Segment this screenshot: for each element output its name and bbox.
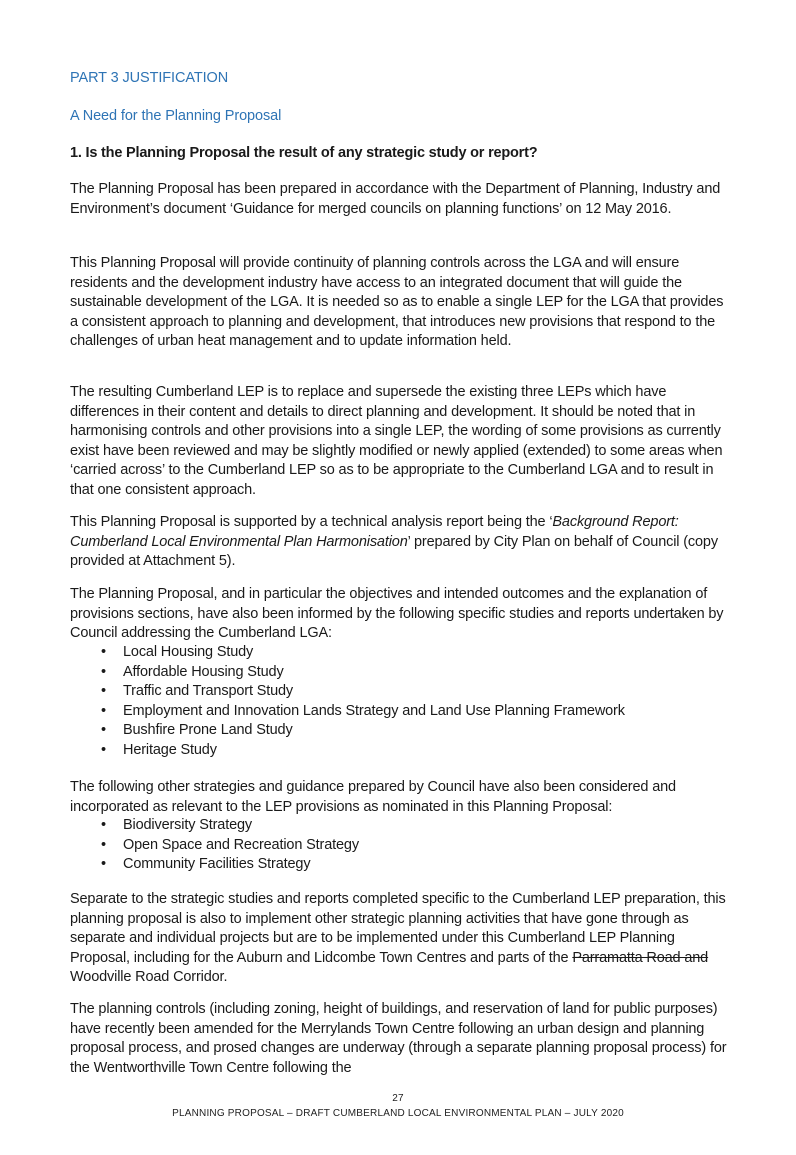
paragraph-continuity: This Planning Proposal will provide continuity of planning controls across the LGA and will ensure residents and the development industry have access to an integrated document that will guide the sustainable development of the LGA. It is needed so as to enable a single LEP for the LGA that provides a consistent approach to planning and development, that introduces new provisions that respond to the challenges of urban heat management and to update information held. (70, 255, 724, 350)
bullet-icon: • (101, 683, 106, 700)
paragraph-cumberland-lep: The resulting Cumberland LEP is to replace and supersede the existing three LEPs which have differences in their content and details to direct planning and development. It should be noted that in harmonising controls and other provisions into a single LEP, the wording of some provisions as currently exist have been reviewed and may be slightly modified or newly applied (extended) to some areas when ‘carried across’ to the Cumberland LEP so as to be appropriate to the Cumberland LGA and to result in that one consistent approach. (70, 384, 723, 498)
question-heading: 1. Is the Planning Proposal the result of any strategic study or report? (70, 145, 538, 161)
paragraph-strategies-intro: The following other strategies and guidance prepared by Council have also been considered and incorporated as relevant to the LEP provisions as nominated in this Planning Proposal: (70, 779, 676, 815)
list-item: • Biodiversity Strategy (70, 816, 359, 836)
paragraph-technical-report (70, 513, 730, 572)
list-item: • Employment and Innovation Lands Strategy and Land Use Planning Framework (70, 702, 625, 722)
list-item: • Bushfire Prone Land Study (70, 721, 625, 741)
paragraph-planning-controls: The planning controls (including zoning, height of buildings, and reservation of land for public purposes) have recently been amended for the Merrylands Town Centre following an urban design and planning proposal process, and prosed changes are underway (through a separate planning proposal process) for the Wentworthville Town Centre following the (70, 1001, 727, 1076)
list-item: • Community Facilities Strategy (70, 855, 359, 875)
part-heading: PART 3 JUSTIFICATION (70, 70, 229, 86)
paragraph-technical-report-pre: This Planning Proposal is supported by a technical analysis report being the ‘ (70, 514, 553, 530)
bullet-icon: • (101, 836, 106, 853)
list-item: • Heritage Study (70, 741, 625, 761)
bullet-icon: • (101, 644, 106, 660)
bullet-icon: • (101, 702, 106, 719)
section-heading: A Need for the Planning Proposal (70, 108, 282, 124)
paragraph-separate-projects: Separate to the strategic studies and reports completed specific to the Cumberland LEP preparation, this planning proposal is also to implement other strategic planning activities that have gone through as separate and individual projects but are to be implemented under this Cumberland LEP Planning Proposal, including for the Auburn and Lidcombe Town Centres and parts of the Parramatta Road and Woodville Road Corridor. (70, 891, 726, 986)
bullet-icon: • (101, 663, 106, 680)
paragraph-technical-report-post: ’ prepared by City Plan on behalf of Council (copy provided at Attachment 5). (70, 533, 718, 570)
list-item: • Open Space and Recreation Strategy (70, 836, 359, 856)
report-title: Background Report: Cumberland Local Environmental Plan Harmonisation (70, 514, 679, 550)
list-item: • Traffic and Transport Study (70, 682, 625, 702)
paragraph-studies-intro: The Planning Proposal, and in particular the objectives and intended outcomes and the explanation of provisions sections, have also been informed by the following specific studies and reports undertaken by Council addressing the Cumberland LGA: (70, 586, 724, 642)
footer-text: PLANNING PROPOSAL – DRAFT CUMBERLAND LOCAL ENVIRONMENTAL PLAN – JULY 2020 (172, 1108, 624, 1119)
strategies-list (70, 816, 359, 875)
paragraph-guidance: The Planning Proposal has been prepared in accordance with the Department of Planning, Industry and Environment’s document ‘Guidance for merged councils on planning functions’ on 12 May 2016. (70, 181, 721, 217)
bullet-icon: • (101, 856, 106, 873)
bullet-icon: • (101, 722, 106, 739)
studies-list (70, 643, 625, 761)
list-item: • Local Housing Study (70, 643, 625, 663)
bullet-icon: • (101, 817, 106, 833)
page-number: 27 (392, 1093, 404, 1104)
list-item: • Affordable Housing Study (70, 663, 625, 683)
struck-text: Parramatta Road and (572, 949, 709, 966)
bullet-icon: • (101, 741, 106, 758)
